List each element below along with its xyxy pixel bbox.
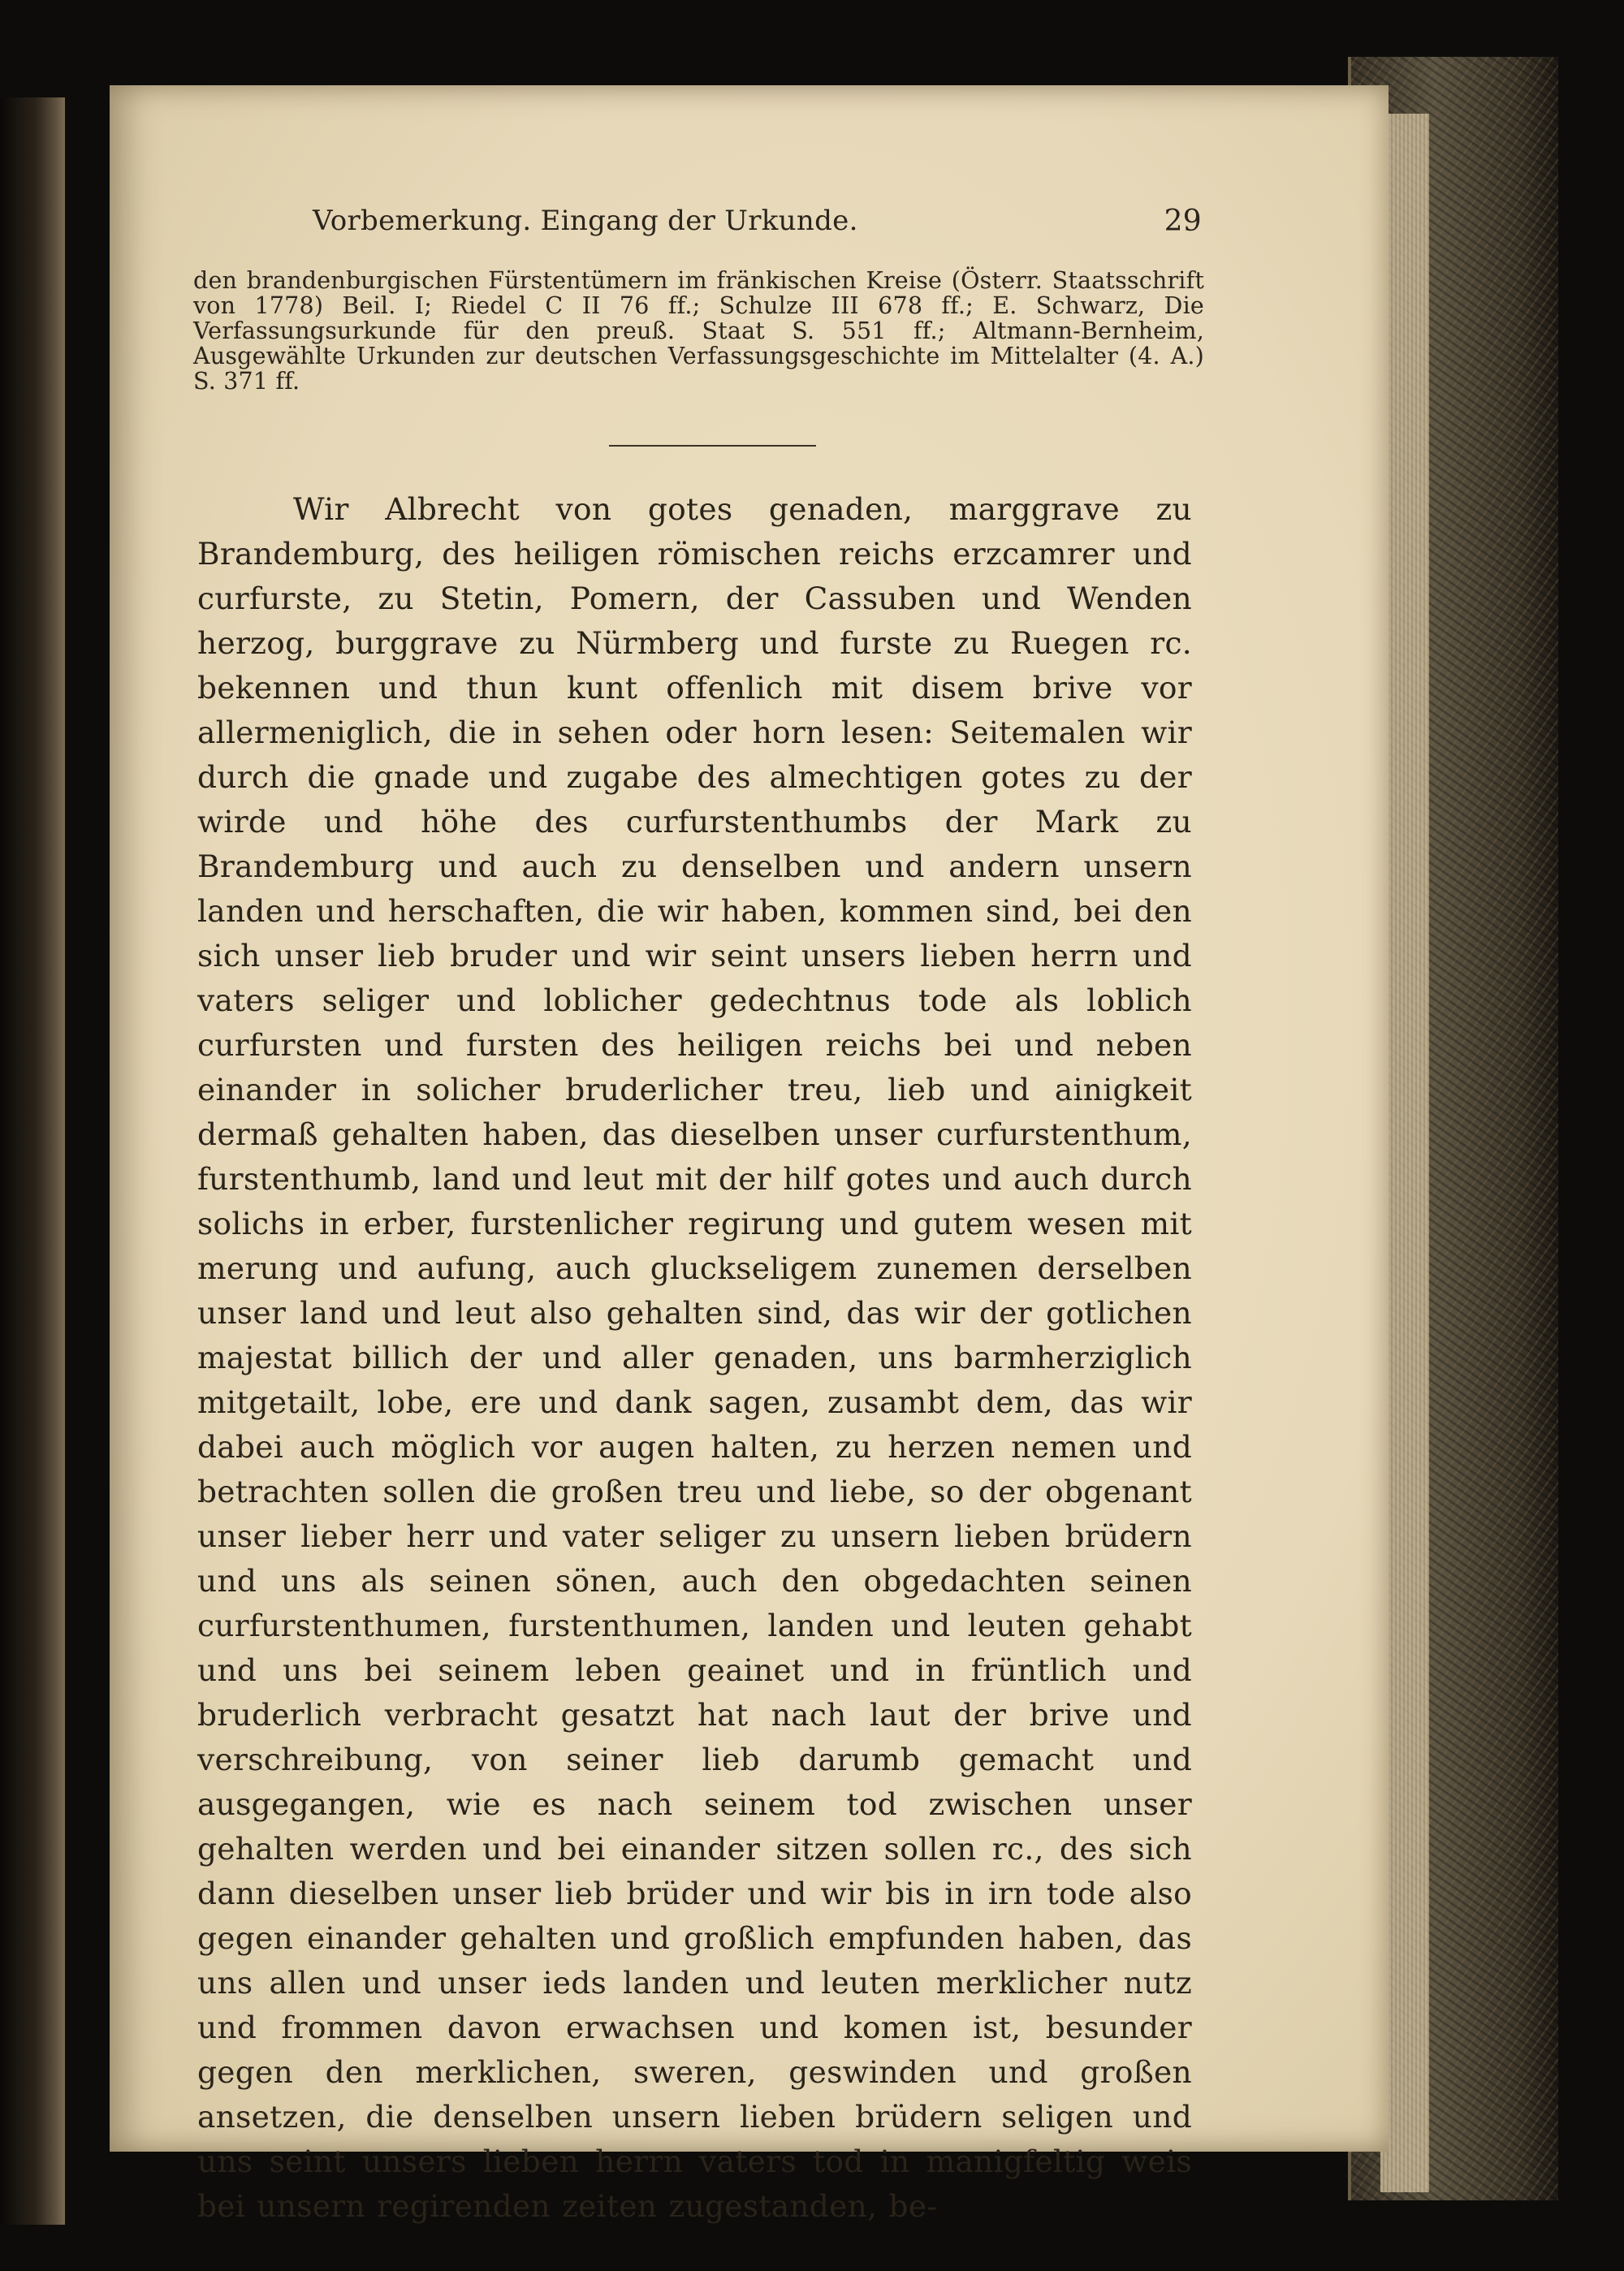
running-header bbox=[313, 205, 1202, 245]
header-title: Vorbemerkung. Eingang der Urkunde. bbox=[313, 205, 858, 237]
page-number: 29 bbox=[1164, 205, 1202, 238]
body-paragraph: Wir Albrecht von gotes genaden, marggrave zu Brandemburg, des heiligen römischen reichs erzcamrer und curfurste, zu Stetin, Pomern, der Cassuben und Wenden herzog, burggrave zu Nürmberg und furste zu Ruegen rc. bekennen und thun kunt offenlich mit disem brive vor allermeniglich, die in sehen oder horn lesen: Seitemalen wir durch die gnade und zugabe des almechtigen gotes zu der wirde und höhe des curfurstenthumbs der Mark zu Brandemburg und auch zu denselben und andern unsern landen und herschaften, die wir haben, kommen sind, bei den sich unser lieb bruder und wir seint unsers lieben herrn und vaters seliger und loblicher gedechtnus tode als loblich curfursten und fursten des heiligen reichs bei und neben einander in solicher bruderlicher treu, lieb und ainigkeit dermaß gehalten haben, das dieselben unser curfurstenthum, furstenthumb, land und leut mit der hilf gotes und auch durch solichs in erber, furstenlicher regirung und gutem wesen mit merung und aufung, auch gluckseligem zunemen derselben unser land und leut also gehalten sind, das wir der gotlichen majestat billich der und aller genaden, uns barmherziglich mitgetailt, lobe, ere und dank sagen, zusambt dem, das wir dabei auch möglich vor augen halten, zu herzen nemen und betrachten sollen die großen treu und liebe, so der obgenant unser lieber herr und vater seliger zu unsern lieben brüdern und uns als seinen sönen, auch den obgedachten seinen curfurstenthumen, furstenthumen, landen und leuten gehabt und uns bei seinem leben geainet und in früntlich und bruderlich verbracht gesatzt hat nach laut der brive und verschreibung, von seiner lieb darumb gemacht und ausgegangen, wie es nach seinem tod zwischen unser gehalten werden und bei einander sitzen sollen rc., des sich dann dieselben unser lieb brüder und wir bis in irn tode also gegen einander gehalten und großlich empfunden haben, das uns allen und unser ieds landen und leuten merklicher nutz und frommen davon erwachsen und komen ist, besunder gegen den merklichen, sweren, geswinden und großen ansetzen, die denselben unsern lieben brüdern seligen und uns seint unsers lieben herrn vaters tod in manigfeltig weis bei unsern regirenden zeiten zugestanden, be- bbox=[197, 491, 1192, 2224]
footnote: den brandenburgischen Fürstentümern im fränkischen Kreise (Österr. Staatsschrift von 1778) Beil. I; Riedel C II 76 ff.; Schulze III 678 ff.; E. Schwarz, Die Verfassungsurkunde für den preuß. Staat S. 551 ff.; Altmann-Bernheim, Ausgewählte Urkunden zur deutschen Verfassungsgeschichte im Mittelalter (4. A.) S. 371 ff. bbox=[193, 267, 1204, 395]
book-spine bbox=[0, 97, 65, 2225]
footnote-divider bbox=[609, 445, 816, 447]
